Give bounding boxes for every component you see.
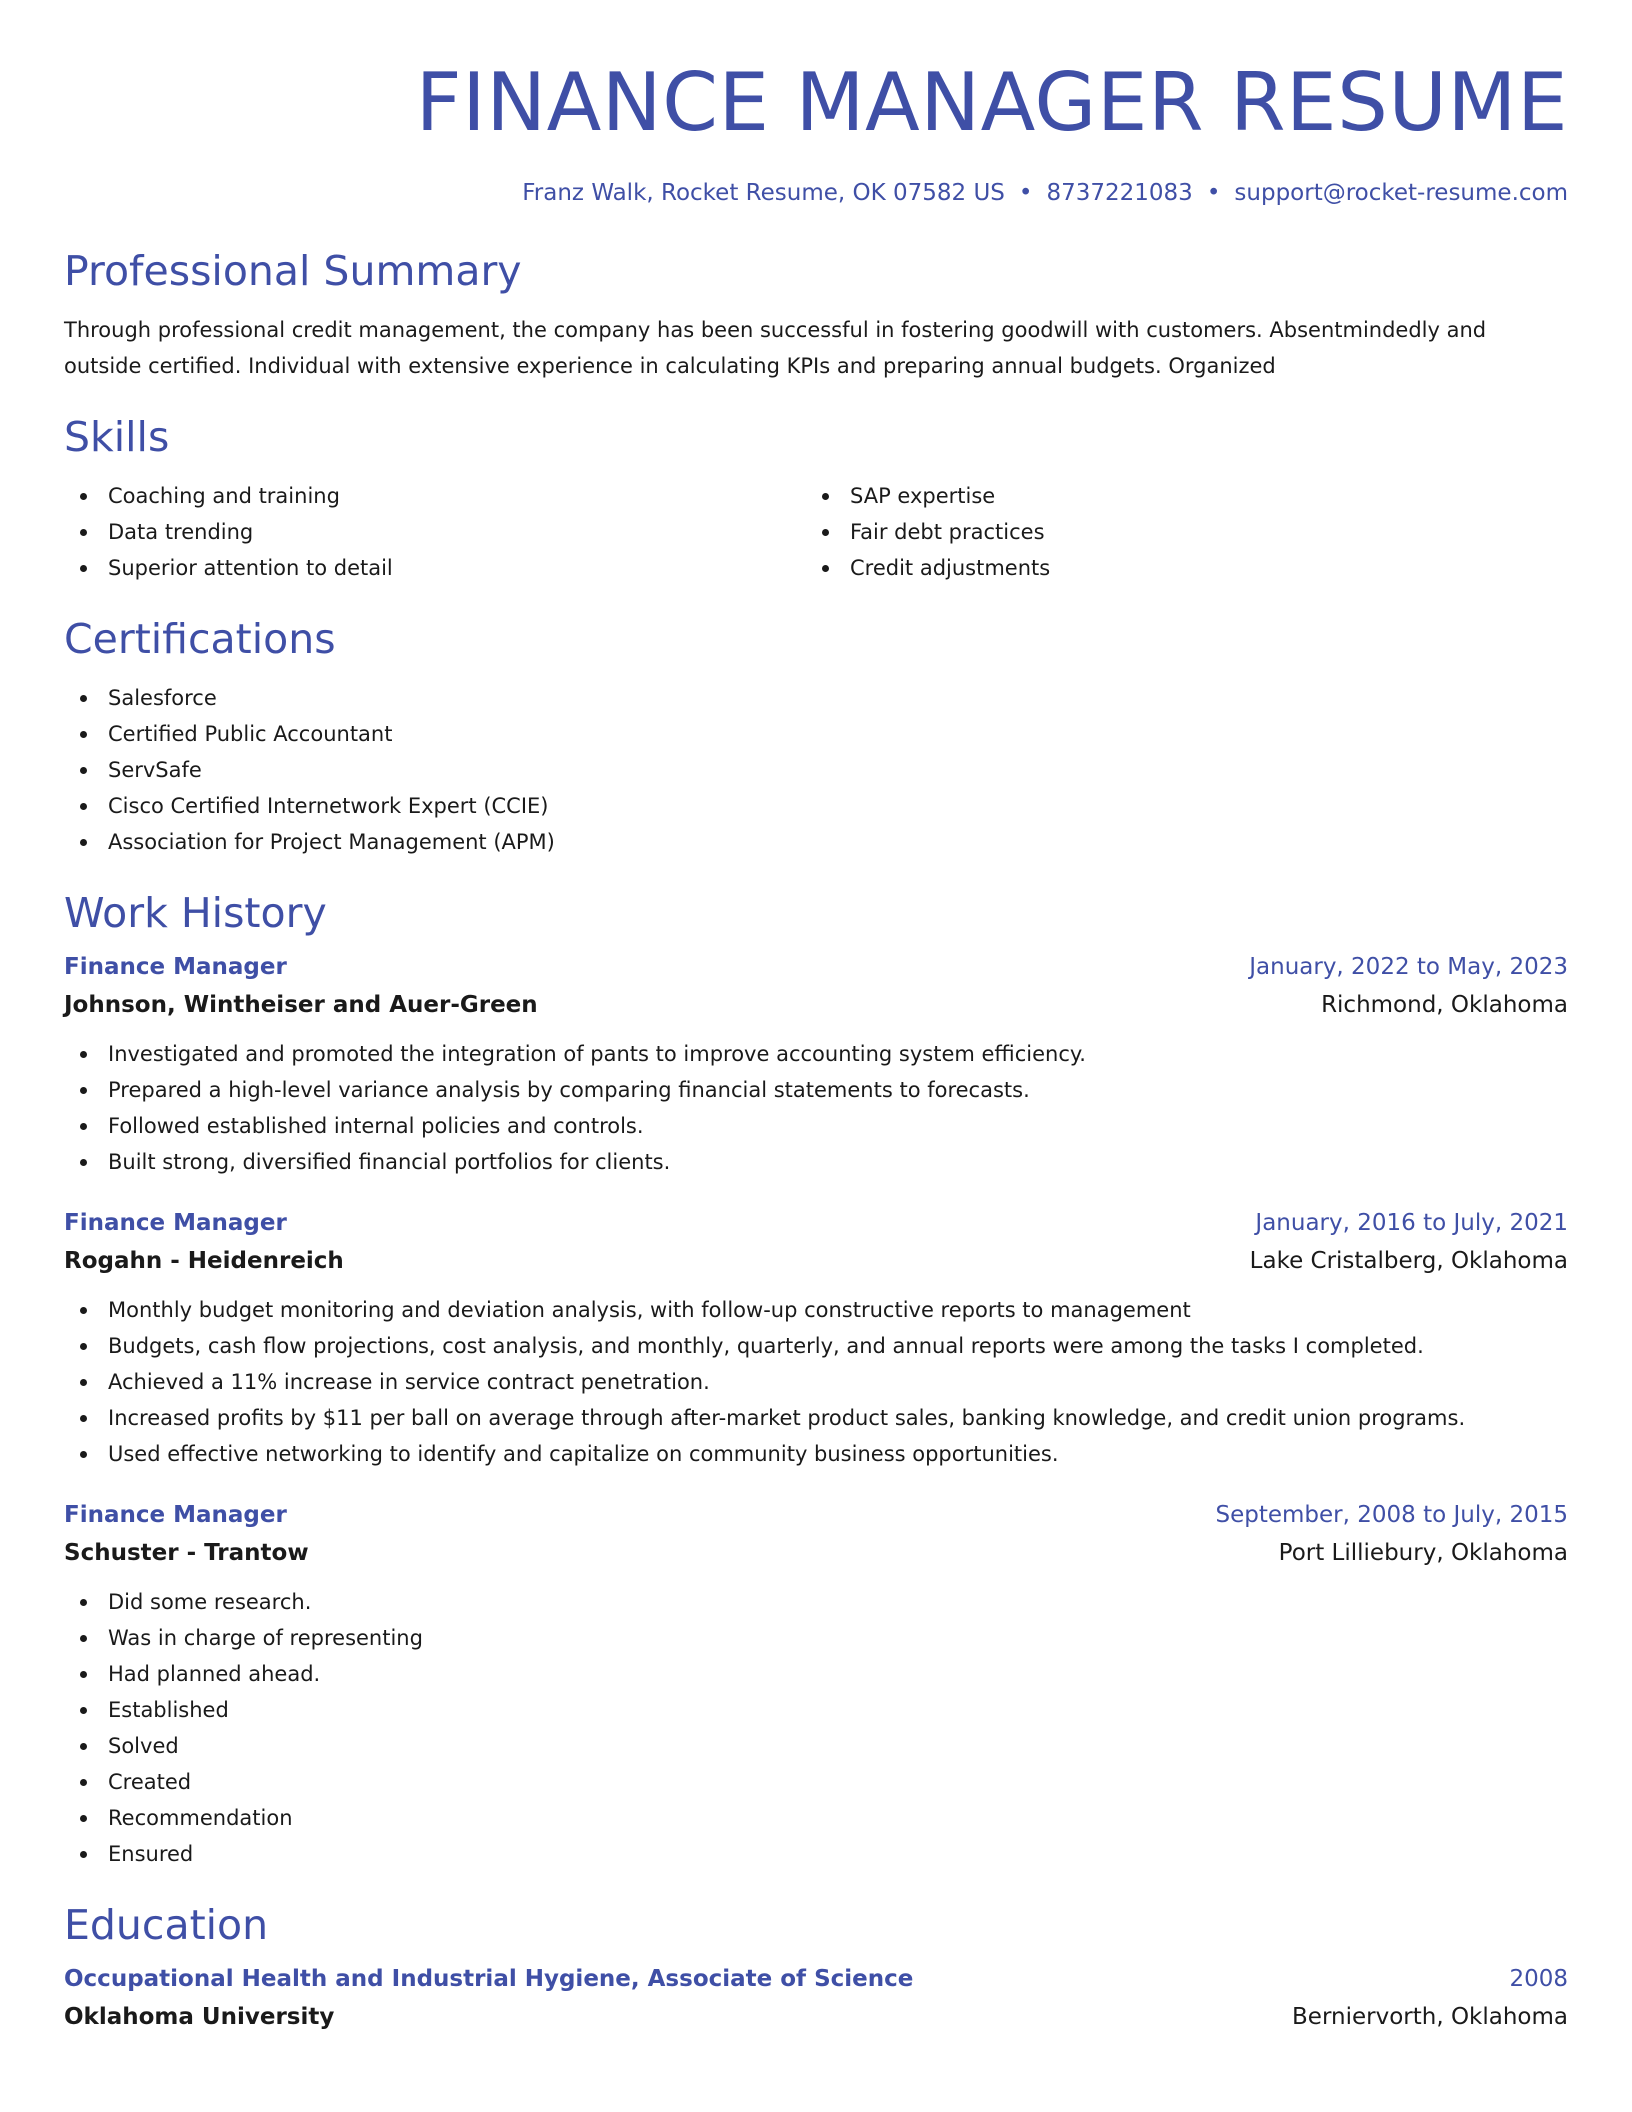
work-history-section bbox=[64, 888, 1568, 1872]
job-bullet: Created bbox=[64, 1764, 1568, 1800]
certification-item: Cisco Certified Internetwork Expert (CCIE) bbox=[64, 788, 1568, 824]
job-bullet: Had planned ahead. bbox=[64, 1656, 1568, 1692]
summary-section bbox=[64, 246, 1568, 384]
job-company: Rogahn - Heidenreich bbox=[64, 1248, 344, 1274]
job-bullet: Established bbox=[64, 1692, 1568, 1728]
job-bullet: Investigated and promoted the integration of pants to improve accounting system efficiency. bbox=[64, 1036, 1568, 1072]
job-bullet: Solved bbox=[64, 1728, 1568, 1764]
job-bullet: Did some research. bbox=[64, 1584, 1568, 1620]
job-bullet: Built strong, diversified financial portfolios for clients. bbox=[64, 1144, 1568, 1180]
job-title: Finance Manager bbox=[64, 1502, 287, 1528]
skill-item: Fair debt practices bbox=[806, 514, 1548, 550]
contact-separator: • bbox=[1206, 180, 1221, 206]
job-title: Finance Manager bbox=[64, 1210, 287, 1236]
job-company: Johnson, Wintheiser and Auer-Green bbox=[64, 992, 538, 1018]
job-bullet: Followed established internal policies and controls. bbox=[64, 1108, 1568, 1144]
resume-title: FINANCE MANAGER RESUME bbox=[415, 56, 1568, 149]
education-year: 2008 bbox=[1509, 1966, 1568, 1992]
job-bullet: Increased profits by $11 per ball on average through after-market product sales, banking knowledge, and credit union programs. bbox=[64, 1400, 1568, 1436]
certification-item: Association for Project Management (APM) bbox=[64, 824, 1568, 860]
section-heading-work-history: Work History bbox=[64, 889, 327, 937]
job-dates: January, 2016 to July, 2021 bbox=[1255, 1210, 1568, 1236]
job-dates: September, 2008 to July, 2015 bbox=[1215, 1502, 1568, 1528]
job-location: Lake Cristalberg, Oklahoma bbox=[1249, 1248, 1568, 1274]
skills-column-right bbox=[806, 478, 1548, 586]
certifications-section bbox=[64, 614, 1568, 860]
job-location: Richmond, Oklahoma bbox=[1321, 992, 1568, 1018]
skills-column-left bbox=[64, 478, 806, 586]
section-heading-certifications: Certifications bbox=[64, 615, 336, 663]
job-location: Port Lilliebury, Oklahoma bbox=[1278, 1540, 1568, 1566]
job-entry bbox=[64, 1208, 1568, 1472]
skill-item: Data trending bbox=[64, 514, 806, 550]
job-bullet: Budgets, cash flow projections, cost analysis, and monthly, quarterly, and annual reports were among the tasks I completed. bbox=[64, 1328, 1568, 1364]
skill-item: Superior attention to detail bbox=[64, 550, 806, 586]
job-entry bbox=[64, 1500, 1568, 1872]
contact-separator: • bbox=[1018, 180, 1033, 206]
job-bullet: Was in charge of representing bbox=[64, 1620, 1568, 1656]
education-school: Oklahoma University bbox=[64, 2004, 335, 2030]
job-dates: January, 2022 to May, 2023 bbox=[1249, 954, 1568, 980]
section-heading-skills: Skills bbox=[64, 413, 170, 461]
resume-page bbox=[64, 0, 1568, 2032]
contact-address: Franz Walk, Rocket Resume, OK 07582 US bbox=[522, 180, 1005, 206]
job-bullet: Monthly budget monitoring and deviation analysis, with follow-up constructive reports to management bbox=[64, 1292, 1568, 1328]
section-heading-education: Education bbox=[64, 1901, 269, 1949]
skill-item: Credit adjustments bbox=[806, 550, 1548, 586]
education-degree: Occupational Health and Industrial Hygiene, Associate of Science bbox=[64, 1966, 914, 1992]
skills-section bbox=[64, 412, 1568, 586]
job-title: Finance Manager bbox=[64, 954, 287, 980]
job-bullet: Used effective networking to identify and capitalize on community business opportunities. bbox=[64, 1436, 1568, 1472]
skills-grid bbox=[64, 478, 1568, 586]
contact-line bbox=[64, 178, 1568, 208]
job-bullet: Recommendation bbox=[64, 1800, 1568, 1836]
job-bullet: Achieved a 11% increase in service contract penetration. bbox=[64, 1364, 1568, 1400]
job-bullet: Ensured bbox=[64, 1836, 1568, 1872]
contact-email[interactable]: support@rocket-resume.com bbox=[1234, 180, 1568, 206]
certification-item: Salesforce bbox=[64, 680, 1568, 716]
job-company: Schuster - Trantow bbox=[64, 1540, 309, 1566]
certification-item: Certified Public Accountant bbox=[64, 716, 1568, 752]
contact-phone[interactable]: 8737221083 bbox=[1046, 180, 1193, 206]
education-location: Berniervorth, Oklahoma bbox=[1292, 2004, 1568, 2030]
summary-text: Through professional credit management, the company has been successful in fostering goodwill with customers. Absentmindedly and outside certified. Individual with extensive experience in calculating KPIs and preparing annual budgets. Organized bbox=[64, 318, 1487, 378]
section-heading-summary: Professional Summary bbox=[64, 247, 522, 295]
skill-item: SAP expertise bbox=[806, 478, 1548, 514]
education-entry bbox=[64, 1964, 1568, 2032]
skill-item: Coaching and training bbox=[64, 478, 806, 514]
job-entry bbox=[64, 952, 1568, 1180]
certification-item: ServSafe bbox=[64, 752, 1568, 788]
education-section bbox=[64, 1900, 1568, 2032]
job-bullet: Prepared a high-level variance analysis by comparing financial statements to forecasts. bbox=[64, 1072, 1568, 1108]
